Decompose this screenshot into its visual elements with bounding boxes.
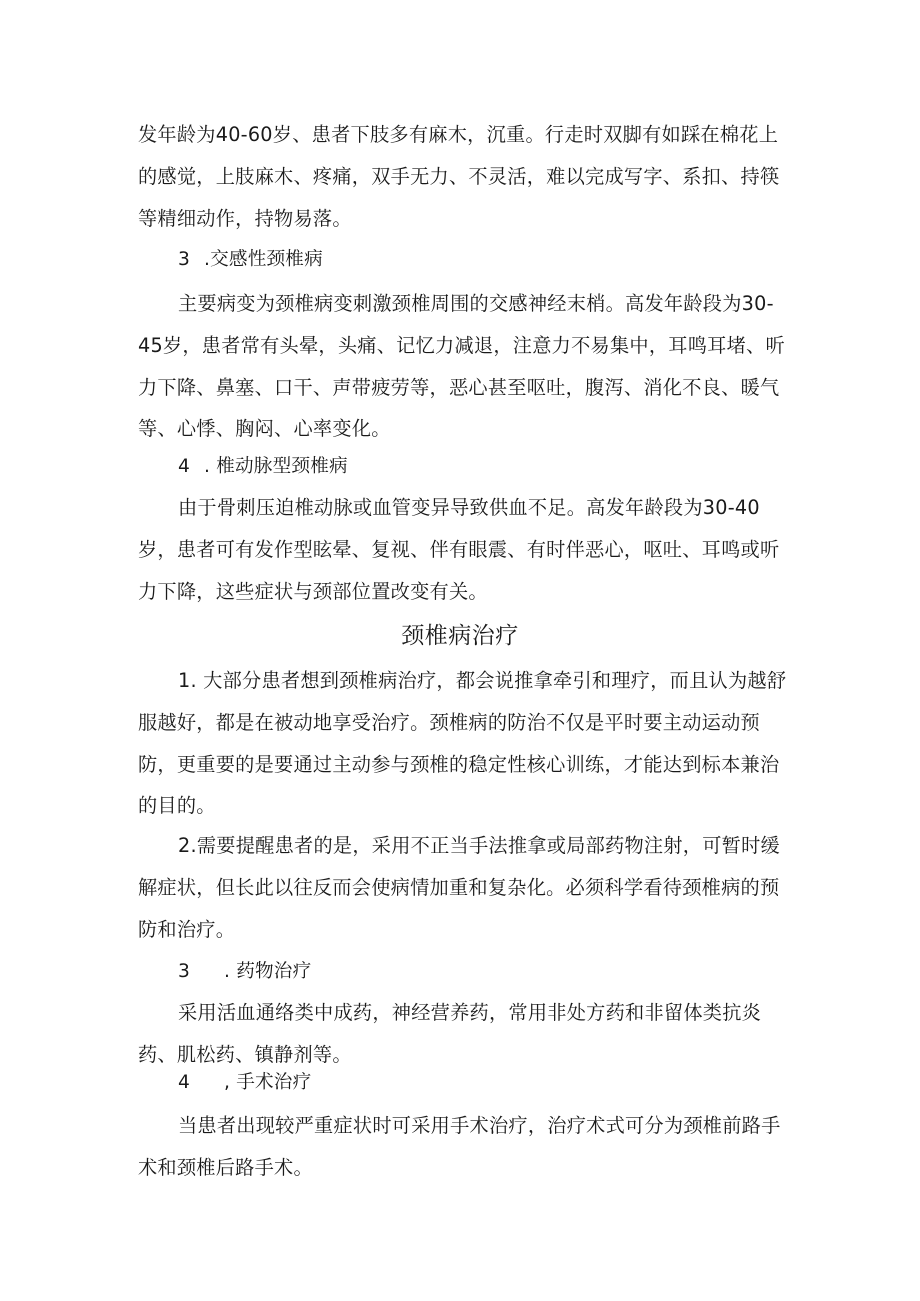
type-4-number: 4 (178, 456, 191, 477)
treatment-item-4-title: , 手术治疗 (224, 1072, 312, 1093)
type-4-paragraph: 由于骨刺压迫椎动脉或血管变异导致供血不足。高发年龄段为30-40岁，患者可有发作型眩晕、复视、伴有眼震、有时伴恶心，呕吐、耳鸣或听力下降，这些症状与颈部位置改变有关。 (138, 496, 780, 603)
treatment-item-4-number: 4 (178, 1072, 191, 1093)
type-4-heading (178, 453, 348, 481)
continuation-paragraph: 发年龄为40-60岁、患者下肢多有麻木，沉重。行走时双脚有如踩在棉花上的感觉，上肢麻木、疼痛，双手无力、不灵活，难以完成写字、系扣、持筷等精细动作，持物易落。 (138, 123, 780, 230)
treatment-item-4-paragraph: 当患者出现较严重症状时可采用手术治疗，治疗术式可分为颈椎前路手术和颈椎后路手术。 (138, 1114, 781, 1179)
treatment-item-3-title: . 药物治疗 (224, 961, 312, 982)
treatment-item-2-number: 2 (178, 834, 191, 857)
type-4-title: . 椎动脉型颈椎病 (204, 456, 348, 477)
treatment-item-3-paragraph: 采用活血通络类中成药，神经营养药，常用非处方药和非留体类抗炎药、肌松药、镇静剂等。 (138, 1001, 762, 1066)
treatment-item-2-text: .需要提醒患者的是，采用不正当手法推拿或局部药物注射，可暂时缓解症状，但长此以往反而会使病情加重和复杂化。必须科学看待颈椎病的预防和治疗。 (138, 834, 780, 941)
treatment-item-1-number: 1 (178, 669, 191, 692)
treatment-item-1 (138, 660, 793, 827)
treatment-item-2 (138, 825, 793, 950)
section-title-treatment: 颈椎病治疗 (401, 623, 519, 649)
treatment-item-4-heading (178, 1069, 311, 1097)
type-3-paragraph: 主要病变为颈椎病变刺激颈椎周围的交感神经末梢。高发年龄段为30-45岁，患者常有头晕，头痛、记忆力减退，注意力不易集中，耳鸣耳堵、听力下降、鼻塞、口干、声带疲劳等，恶心甚至呕吐，腹泻、消化不良、暖气等、心悸、胸闷、心率变化。 (138, 292, 785, 441)
treatment-item-3-heading (178, 958, 311, 986)
treatment-item-1-text: . 大部分患者想到颈椎病治疗，都会说推拿牵引和理疗，而且认为越舒服越好，都是在被动地享受治疗。颈椎病的防治不仅是平时要主动运动预防，更重要的是要通过主动参与颈椎的稳定性核心训练，才能达到标本兼治的目的。 (138, 669, 787, 818)
type-3-number: 3 (178, 249, 191, 270)
type-3-title: .交感性颈椎病 (204, 249, 323, 270)
treatment-item-3-number: 3 (178, 961, 191, 982)
type-3-heading (178, 246, 323, 274)
